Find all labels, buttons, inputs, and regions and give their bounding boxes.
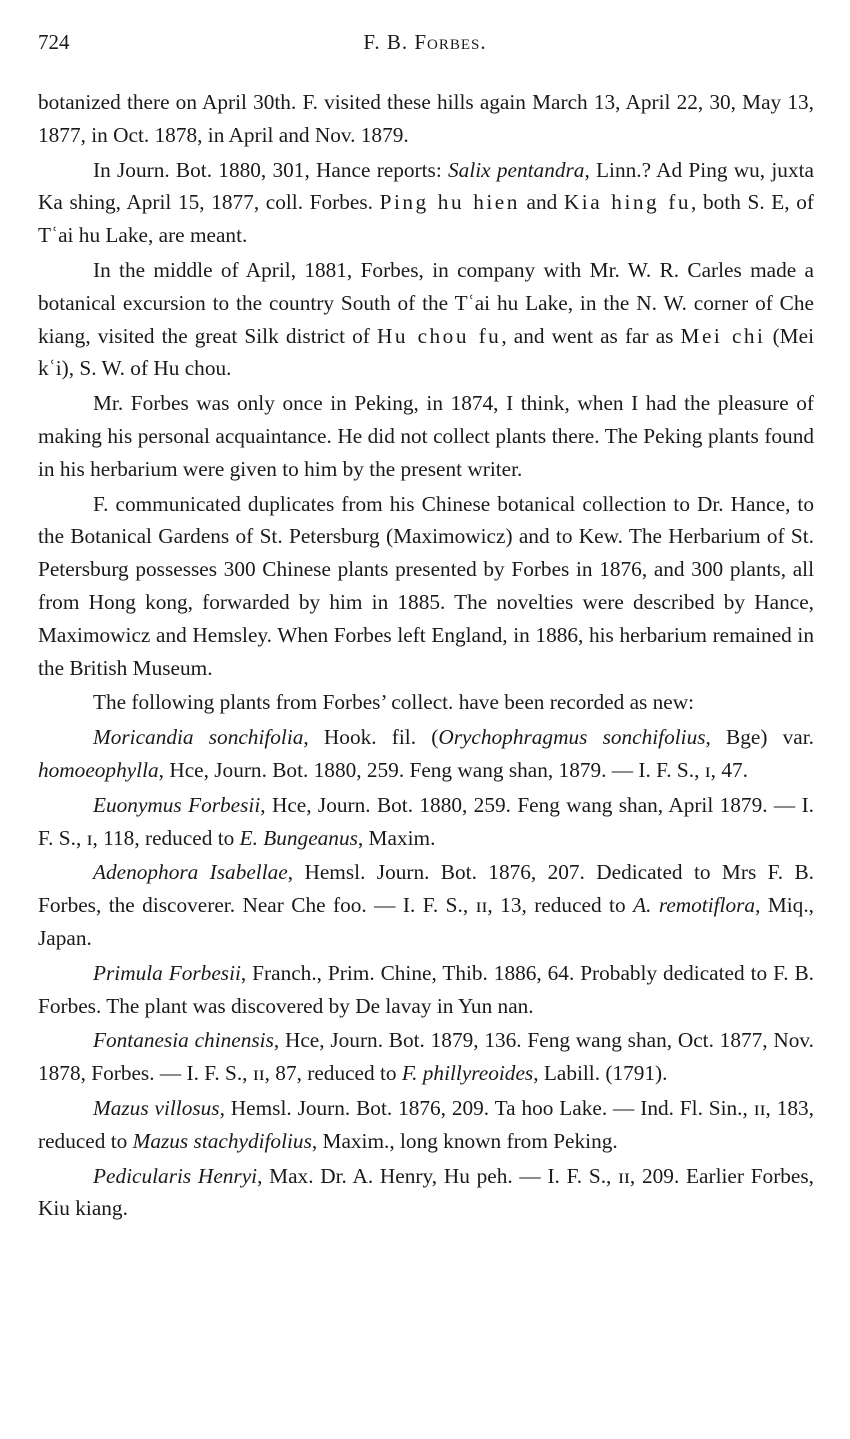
species-name: Orychophragmus sonchifolius bbox=[438, 725, 706, 750]
species-name: Moricandia sonchifolia bbox=[93, 725, 304, 750]
text-run: , Hemsl. Journ. Bot. 1876, 207. Dedicated to Mrs F. B. Forbes, the discoverer. Near Che foo. — I. F. S., ɪɪ, 13, reduced to bbox=[38, 860, 814, 918]
page-number: 724 bbox=[38, 30, 70, 54]
text-run: , Maxim. bbox=[357, 825, 436, 850]
paragraph bbox=[38, 86, 814, 152]
species-name: Pedicularis Henryi bbox=[93, 1163, 258, 1188]
species-name: Mazus stachydifolius bbox=[132, 1128, 312, 1153]
paragraph bbox=[38, 789, 814, 855]
text-run: In the middle of April, 1881, Forbes, in company with Mr. W. R. Carles made a botanical excursion to the country South of the Tʿai hu Lake, in the N. W. corner of Che kiang, visited the great Silk district of bbox=[38, 257, 814, 348]
paragraph bbox=[38, 1092, 814, 1158]
paragraph bbox=[38, 387, 814, 485]
body-text bbox=[38, 86, 814, 1225]
species-name: Fontanesia chinensis bbox=[93, 1028, 274, 1053]
text-run: The following plants from Forbes’ collect. have been recorded as new: bbox=[93, 690, 695, 715]
place-name: Ping hu hien bbox=[379, 190, 520, 215]
text-run: , Max. Dr. A. Henry, Hu peh. — I. F. S., ɪɪ, 209. Earlier Forbes, Kiu kiang. bbox=[38, 1163, 814, 1221]
species-name: Primula Forbesii bbox=[93, 960, 241, 985]
text-run: botanized there on April 30th. F. visited these hills again March 13, April 22, 30, May 13, 1877, in Oct. 1878, in April and Nov. 1879. bbox=[38, 90, 814, 147]
text-run: , both S. E, of Tʿai hu Lake, are meant. bbox=[38, 190, 815, 248]
paragraph bbox=[38, 1024, 814, 1090]
text-run: (Mei kʿi), S. W. of Hu chou. bbox=[38, 323, 814, 381]
species-name: A. remotiflora bbox=[633, 893, 756, 918]
species-name: Adenophora Isabellae bbox=[93, 860, 288, 885]
species-name: Mazus villosus bbox=[93, 1095, 220, 1120]
text-run: , Miq., Japan. bbox=[38, 893, 814, 950]
text-run: In Journ. Bot. 1880, 301, Hance reports: bbox=[93, 157, 449, 182]
paragraph bbox=[38, 154, 814, 252]
species-name: F. phillyreoides bbox=[401, 1061, 534, 1086]
paragraph bbox=[38, 721, 814, 787]
paragraph bbox=[38, 1160, 814, 1226]
running-head bbox=[38, 30, 812, 55]
text-run: , Hce, Journ. Bot. 1880, 259. Feng wang shan, April 1879. — I. F. S., ɪ, 118, reduced to bbox=[38, 792, 814, 850]
text-run: , Hemsl. Journ. Bot. 1876, 209. Ta hoo Lake. — Ind. Fl. Sin., ɪɪ, 183, reduced to bbox=[38, 1095, 815, 1153]
species-name: E. Bungeanus bbox=[239, 825, 358, 850]
place-name: Kia hing fu bbox=[563, 190, 692, 215]
running-head-name: Forbes. bbox=[414, 30, 487, 54]
text-run: , Linn.? Ad Ping wu, juxta Ka shing, April 15, 1877, coll. Forbes. bbox=[38, 157, 814, 215]
paragraph bbox=[38, 254, 814, 385]
text-run: , Labill. (1791). bbox=[533, 1061, 668, 1086]
place-name: Mei chi bbox=[680, 323, 766, 348]
species-name: homoeophylla bbox=[38, 757, 159, 782]
text-run: , Maxim., long known from Peking. bbox=[311, 1128, 618, 1153]
text-run: Mr. Forbes was only once in Peking, in 1874, I think, when I had the pleasure of making his personal acquaintance. He did not collect plants there. The Peking plants found in his herbarium were given to him by the present writer. bbox=[38, 391, 814, 481]
paragraph bbox=[38, 957, 814, 1023]
text-run: , Hce, Journ. Bot. 1880, 259. Feng wang shan, 1879. — I. F. S., ɪ, 47. bbox=[158, 757, 748, 782]
text-run: F. communicated duplicates from his Chinese botanical collection to Dr. Hance, to the Botanical Gardens of St. Petersburg (Maximowicz) and to Kew. The Herbarium of St. Petersburg possesses 300 Chinese plants presented by Forbes in 1876, and 300 plants, all from Hong kong, forwarded by him in 1885. The novelties were described by Hance, Maximowicz and Hemsley. When Forbes left England, in 1886, his herbarium remained in the British Museum. bbox=[38, 491, 814, 680]
paragraph bbox=[38, 856, 814, 954]
text-run: and bbox=[519, 190, 564, 215]
text-run: , Franch., Prim. Chine, Thib. 1886, 64. Probably dedicated to F. B. Forbes. The plant was discovered by De lavay in Yun nan. bbox=[38, 960, 814, 1018]
text-run: , Hce, Journ. Bot. 1879, 136. Feng wang shan, Oct. 1877, Nov. 1878, Forbes. — I. F. S., ɪɪ, 87, reduced to bbox=[38, 1028, 814, 1086]
species-name: Euonymus Forbesii bbox=[93, 792, 261, 817]
species-name: Salix pentandra bbox=[448, 157, 585, 182]
place-name: Hu chou fu bbox=[376, 323, 502, 348]
paragraph bbox=[38, 488, 814, 685]
text-run: , and went as far as bbox=[501, 323, 681, 348]
text-run: , Hook. fil. ( bbox=[303, 725, 439, 750]
text-run: , Bge) var. bbox=[705, 725, 814, 750]
paragraph bbox=[38, 686, 814, 719]
page-header bbox=[38, 30, 812, 60]
running-head-initials: F. B. bbox=[363, 30, 415, 54]
